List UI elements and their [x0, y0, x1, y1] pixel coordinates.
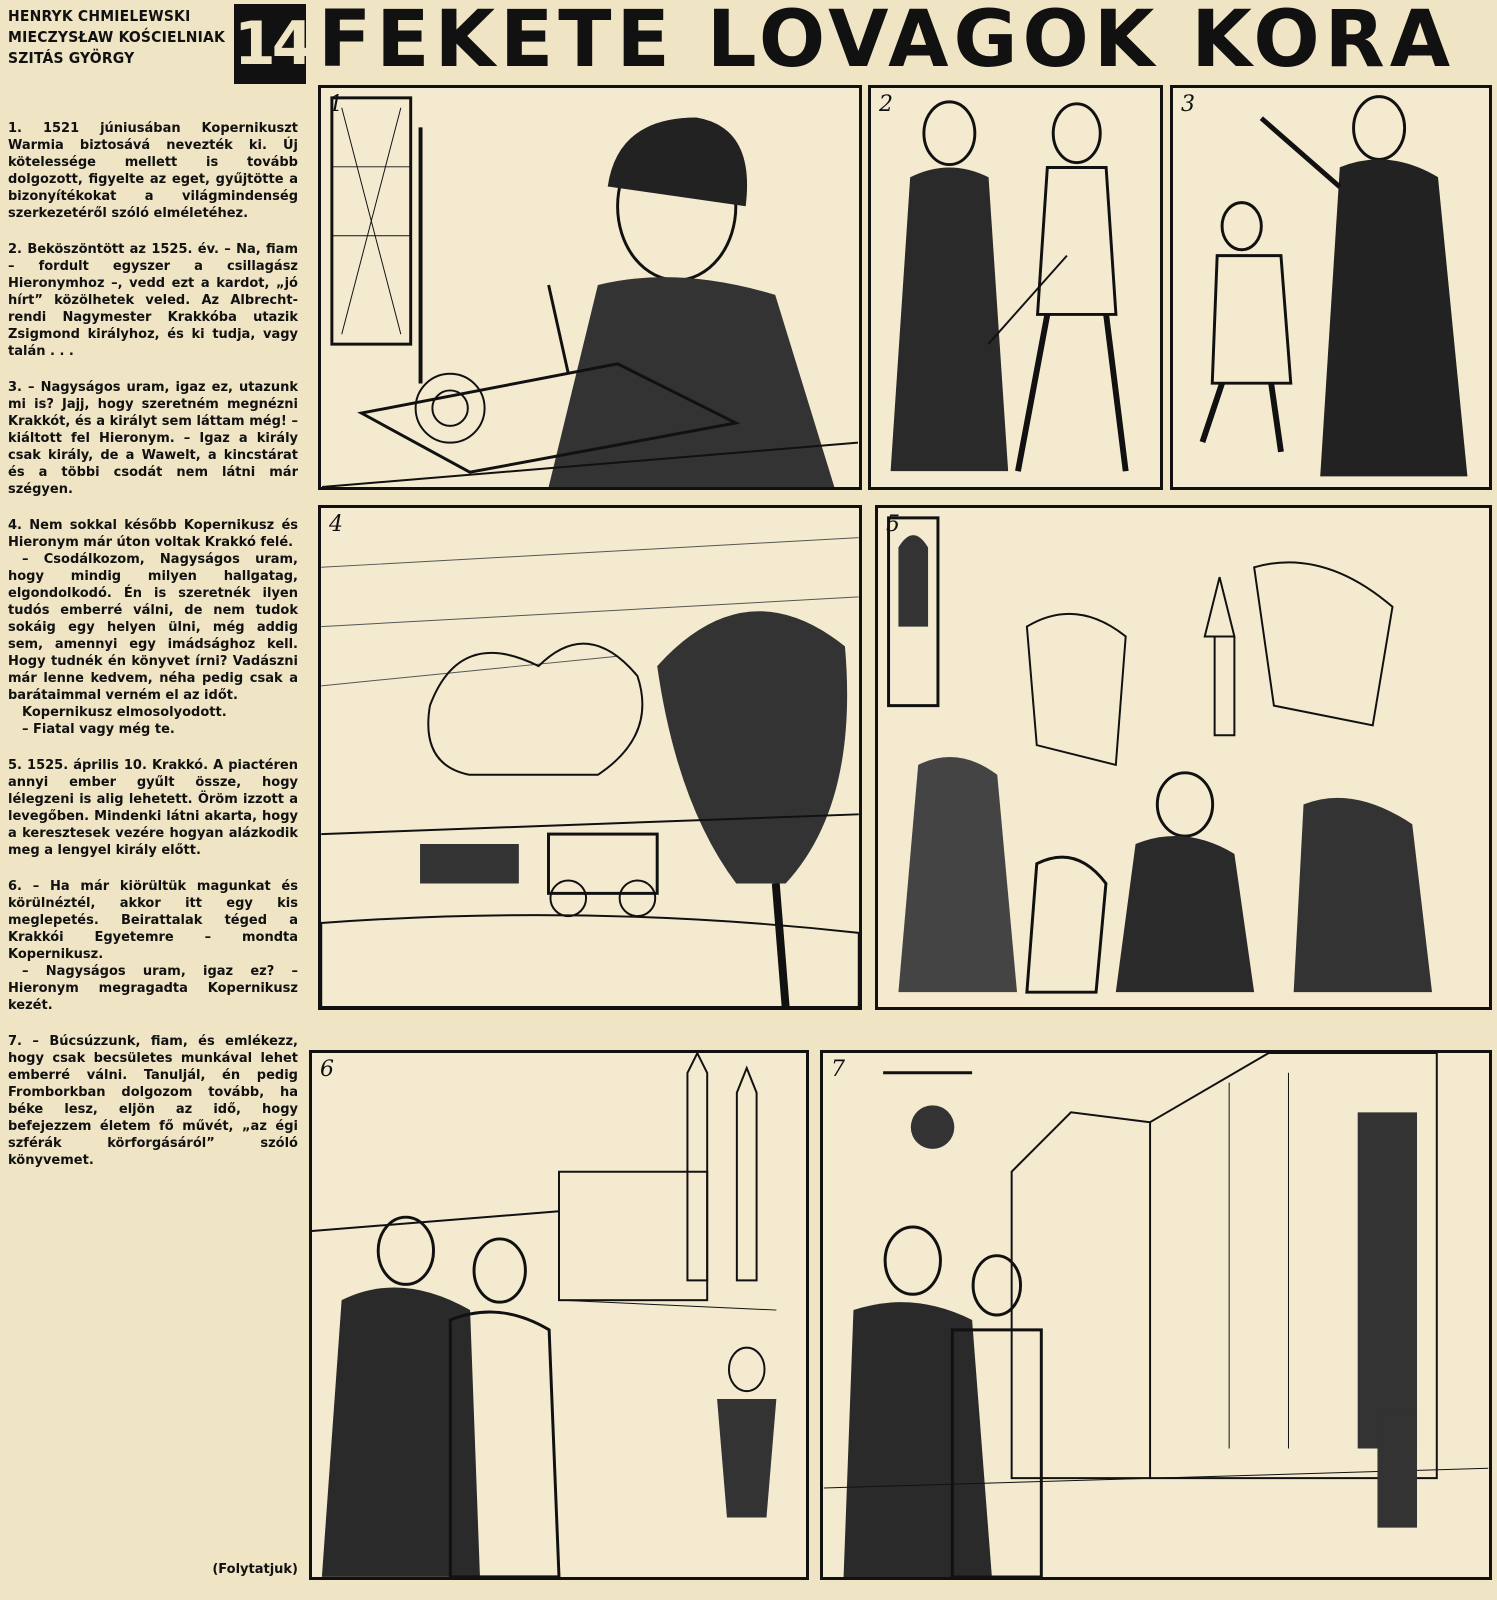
- paragraph-text: 7. – Búcsúzzunk, fiam, és emlékezz, hogy csak becsületes munkával lehet emberré válni. Tanuljál, én pedig Fromborkban dolgozom tovább, ha béke lesz, eljön az idő, hogy befejezzem életem fő művét, „az égi szférák körforgásáról” szóló könyvemet.: [8, 1034, 298, 1168]
- story-paragraph-6: [8, 878, 298, 1014]
- comic-panel-4: [318, 505, 862, 1010]
- panel-illustration: [321, 508, 859, 1007]
- comic-panel-2: [868, 85, 1163, 490]
- paragraph-text: 1. 1521 júniusában Kopernikuszt Warmia biztosává nevezték ki. Új kötelessége mellett is tovább dolgozott, figyelte az eget, gyűjtötte a bizonyítékokat a világmindenség szerkezetéről szóló elméletéhez.: [8, 121, 298, 221]
- author-name: MIECZYSŁAW KOŚCIELNIAK: [8, 28, 226, 46]
- paragraph-text: – Fiatal vagy még te.: [22, 722, 175, 737]
- panel-number: 2: [879, 92, 893, 117]
- paragraph-text: 5. 1525. április 10. Krakkó. A piactéren annyi ember gyűlt össze, hogy lélegzeni is alig lehetett. Öröm izzott a levegőben. Mindenki látni akarta, hogy a keresztesek vezére hogyan alázkodik meg a lengyel király előtt.: [8, 758, 298, 858]
- panel-illustration: [1173, 88, 1489, 487]
- paragraph-text: 4. Nem sokkal később Kopernikusz és Hieronym már úton voltak Krakkó felé.: [8, 518, 298, 550]
- panel-number: 1: [329, 92, 343, 117]
- comic-panel-6: [309, 1050, 809, 1580]
- author-name: SZITÁS GYÖRGY: [8, 49, 135, 67]
- page-title: FEKETE LOVAGOK KORA: [318, 0, 1456, 85]
- panel-illustration: [312, 1053, 806, 1577]
- comic-panel-3: [1170, 85, 1492, 490]
- panel-illustration: [823, 1053, 1489, 1577]
- story-paragraph-4: [8, 517, 298, 738]
- comic-panel-1: [318, 85, 862, 490]
- panel-illustration: [878, 508, 1489, 1007]
- paragraph-text: 2. Beköszöntött az 1525. év. – Na, fiam – fordult egyszer a csillagász Hieronymhoz –, vedd ezt a kardot, „jó hírt” közölhetek veled. Az Albrecht-rendi Nagymester Krakkóba utazik Zsigmond királyhoz, és ki tudja, vagy talán . . .: [8, 242, 298, 359]
- comic-panel-5: [875, 505, 1492, 1010]
- author-name: HENRYK CHMIELEWSKI: [8, 7, 191, 25]
- comic-panel-7: [820, 1050, 1492, 1580]
- paragraph-text: 6. – Ha már kiörültük magunkat és körülnéztél, akkor itt egy kis meglepetés. Beirattalak téged a Krakkói Egyetemre – mondta Kopernikusz.: [8, 879, 298, 962]
- story-paragraph-3: [8, 379, 298, 498]
- episode-number: 14: [234, 4, 306, 84]
- story-paragraph-7: [8, 1033, 298, 1169]
- paragraph-text: Kopernikusz elmosolyodott.: [22, 705, 227, 720]
- panel-number: 4: [329, 512, 343, 537]
- story-paragraph-2: [8, 241, 298, 360]
- paragraph-text: – Nagyságos uram, igaz ez? – Hieronym megragadta Kopernikusz kezét.: [8, 964, 298, 1013]
- panel-number: 6: [320, 1057, 334, 1082]
- paragraph-text: – Csodálkozom, Nagyságos uram, hogy mindig milyen hallgatag, elgondolkodó. Én is szeretnék ilyen tudós emberré válni, de nem tudok sokáig egy helyen ülni, még addig sem, amennyi egy imádsághoz kell. Hogy tudnék én könyvet írni? Vadászni már lenne kedvem, néha pedig csak a barátaimmal verném el az időt.: [8, 552, 298, 703]
- panel-illustration: [321, 88, 859, 487]
- story-text-column: [8, 120, 298, 1188]
- story-paragraph-5: [8, 757, 298, 859]
- story-paragraph-1: [8, 120, 298, 222]
- paragraph-text: 3. – Nagyságos uram, igaz ez, utazunk mi is? Jajj, hogy szeretném megnézni Krakkót, és a királyt sem láttam még! – kiáltott fel Hieronym. – Igaz a király csak király, de a Wawelt, a kincstárat és a többi csodát nem látni már szégyen.: [8, 380, 298, 497]
- author-credits: [8, 6, 233, 69]
- continued-label: (Folytatjuk): [212, 1562, 298, 1577]
- panel-number: 7: [831, 1057, 845, 1082]
- panel-number: 3: [1181, 92, 1195, 117]
- panel-number: 5: [886, 512, 900, 537]
- panel-illustration: [871, 88, 1160, 487]
